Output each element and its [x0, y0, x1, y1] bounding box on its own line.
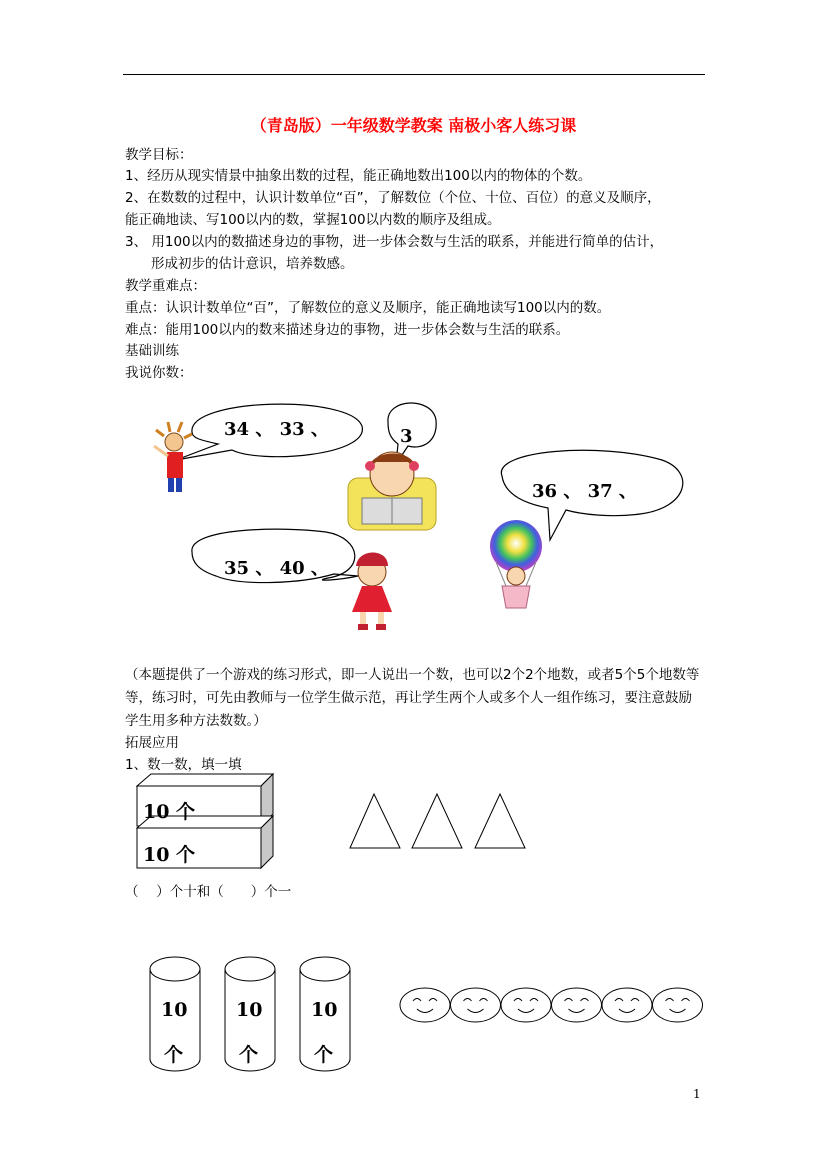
goal-2a: 2、在数数的过程中，认识计数单位“百”，了解数位（个位、十位、百位）的意义及顺序，: [125, 190, 661, 206]
page-number: 1: [693, 1087, 701, 1101]
smiley-row: [399, 986, 704, 1026]
goal-2b: 能正确地读、写100以内的数，掌握100以内数的顺序及组成。: [125, 212, 501, 228]
difficulty: 难点：能用100以内的数来描述身边的事物，进一步体会数与生活的联系。: [125, 322, 570, 338]
cyl-1-unit: 个: [164, 1044, 184, 1066]
say-count-heading: 我说你数：: [125, 365, 193, 381]
cyl-2-num: 10: [236, 999, 263, 1021]
basic-training-heading: 基础训练: [125, 343, 179, 359]
smiley-icon: [552, 988, 602, 1022]
smiley-icon: [653, 988, 703, 1022]
goal-1: 1、经历从现实情景中抽象出数的过程，能正确地数出100以内的物体的个数。: [125, 168, 592, 184]
bubble-3-text: 36 、 37 、: [532, 481, 637, 502]
triangle-shape: [350, 794, 400, 848]
goal-3b: 形成初步的估计意识，培养数感。: [151, 256, 354, 272]
girl-red-dress-icon: [352, 553, 392, 631]
bubble-2-text: 3: [400, 426, 413, 447]
cyl-3-num: 10: [311, 999, 338, 1021]
note-paragraph: （本题提供了一个游戏的练习形式，即一人说出一个数，也可以2个2个地数，或者5个5个地数等等，练习时，可先由教师与一位学生做示范，再让学生两个人或多个人一组作练习，要注意鼓励学生用多种方法数数。）: [125, 667, 700, 729]
smiley-icon: [501, 988, 551, 1022]
key-heading: 教学重难点：: [125, 278, 206, 294]
key-point: 重点：认识计数单位“百”，了解数位的意义及顺序，能正确地读写100以内的数。: [125, 300, 611, 316]
box-label-bottom: 10 个: [143, 844, 196, 866]
fill-blank-prompt: （ ）个十和（ ）个一: [125, 884, 292, 900]
bubble-1-text: 34 、 33 、: [224, 419, 329, 440]
header-rule: [123, 74, 705, 75]
smiley-icon: [400, 988, 450, 1022]
triangles: [348, 792, 528, 850]
balloon-icon: [490, 520, 542, 608]
smiley-icon: [451, 988, 501, 1022]
goals-heading: 教学目标：: [125, 147, 193, 163]
triangle-shape: [475, 794, 525, 848]
smiley-icon: [602, 988, 652, 1022]
cyl-1-num: 10: [161, 999, 188, 1021]
document-title: （青岛版）一年级数学教案 南极小客人练习课: [250, 116, 577, 135]
bubble-4-text: 35 、 40 、: [224, 558, 329, 579]
cyl-3-unit: 个: [314, 1044, 334, 1066]
extension-heading: 拓展应用: [125, 735, 179, 751]
cyl-2-unit: 个: [239, 1044, 259, 1066]
question-1: 1、数一数，填一填: [125, 757, 242, 773]
girl-reading-icon: [348, 452, 436, 530]
triangle-shape: [412, 794, 462, 848]
goal-3a: 3、 用100以内的数描述身边的事物，进一步体会数与生活的联系，并能进行简单的估计，: [125, 234, 664, 250]
box-label-top: 10 个: [143, 801, 196, 823]
